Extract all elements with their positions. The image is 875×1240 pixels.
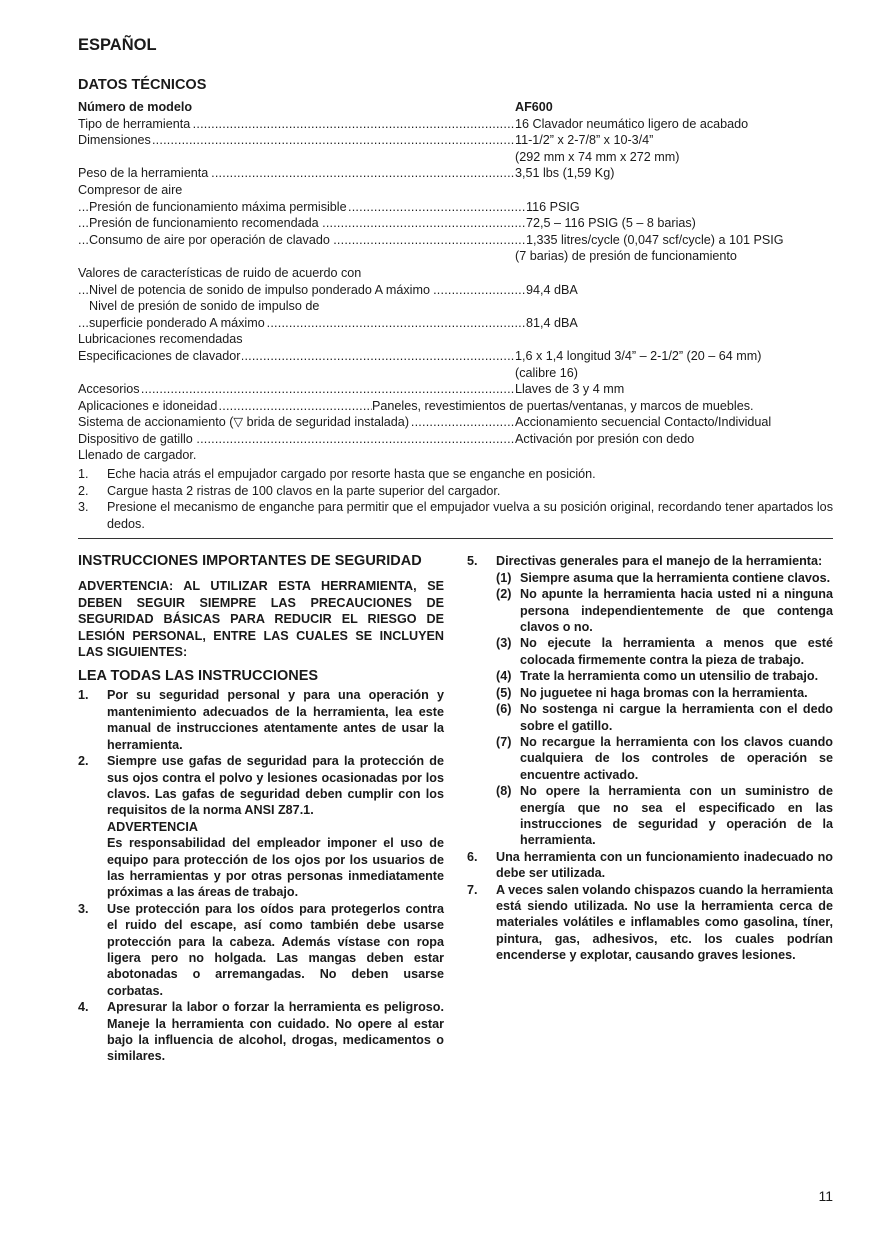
spec-label [78,150,80,164]
sub-item-text: Trate la herramienta como un utensilio de trabajo. [520,669,819,684]
spec-value: (7 barias) de presión de funcionamiento [515,249,737,264]
trigger-row [78,431,833,448]
model-row [78,99,833,116]
applications-row [78,398,833,415]
item-text: Directivas generales para el manejo de la herramienta: [496,554,823,569]
item-text: Siempre use gafas de seguridad para la protección de sus ojos contra el polvo y lesiones ocasionadas por los clavos. Las gafas de seguridad deben cumplir con los requisitos de la norma ANSI Z87.1. [107,754,444,818]
specs-heading: DATOS TÉCNICOS [78,77,207,93]
safety-warning: ADVERTENCIA: AL UTILIZAR ESTA HERRAMIENTA, SE DEBEN SEGUIR SIEMPRE LAS PRECAUCIONES DE SEGURIDAD BÁSICAS PARA REDUCIR EL RIESGO DE LESIÓN PERSONAL, ENTRE LAS CUALES SE INCLUYEN LAS SIGUIENTES: [78,579,444,660]
item-text: Apresurar la labor o forzar la herramienta es peligroso. Maneje la herramienta con cuidado. No opere al estar bajo la influencia de alcohol, drogas, medicamentos o similares. [107,1000,444,1064]
item-number: 5. [467,554,478,569]
sub-item-number: (2) [496,587,512,602]
spec-row [78,182,833,199]
trigger-label: Dispositivo de gatillo [78,431,193,446]
safety-heading: INSTRUCCIONES IMPORTANTES DE SEGURIDAD [78,553,422,570]
spec-label: Especificaciones de clavador [78,348,241,363]
step-text: Presione el mecanismo de enganche para permitir que el empujador vuelva a su posición original, recordando tener apartados los dedos. [107,500,833,531]
specs-table [78,99,833,464]
spec-label [78,366,80,380]
spec-row [78,199,833,216]
loading-label: Llenado de cargador. [78,448,197,463]
spec-row [78,232,833,249]
item-number: 7. [467,882,478,897]
sub-list-item [496,586,833,635]
sub-item-text: No apunte la herramienta hacia usted ni a ninguna persona independientemente de que contenga clavos o no. [520,587,833,635]
applications-label: Aplicaciones e idoneidad [78,398,218,413]
safety-items-right-more [467,849,833,964]
spec-row [78,215,833,232]
actuation-label: Sistema de accionamiento (▽ brida de seguridad instalada) [78,415,410,430]
step-number: 3. [78,500,89,515]
spec-row [78,381,833,398]
sub-list-item [496,783,833,849]
spec-value: 1,6 x 1,4 longitud 3/4” – 2-1/2” (20 – 64 mm) [515,348,762,363]
section-divider [78,538,833,539]
list-item [78,466,833,483]
step-text: Eche hacia atrás el empujador cargado por resorte hasta que se enganche en posición. [107,467,596,482]
spec-row [78,132,833,149]
spec-value: 94,4 dBA [526,282,578,297]
item-number: 6. [467,849,478,864]
spec-value: 116 PSIG [526,199,580,214]
safety-items-left [78,687,444,1064]
list-item [78,687,444,753]
spec-value: 11-1/2” x 2-7/8” x 10-3/4” [515,133,654,148]
spec-label: Presión de funcionamiento recomendada [89,216,319,231]
item-number: 2. [78,754,89,769]
sub-item-text: No juguetee ni haga bromas con la herramienta. [520,685,808,700]
sub-item-text: No sostenga ni cargue la herramienta con el dedo sobre el gatillo. [520,702,833,733]
sub-list-item [496,685,833,701]
spec-row [78,282,833,299]
spec-value: (calibre 16) [515,365,578,380]
spec-label: Compresor de aire [78,182,183,197]
safety-columns [78,553,833,1064]
spec-label: Accesorios [78,382,140,397]
spec-row [78,116,833,133]
sub-list-item [496,570,833,586]
spec-label: Valores de características de ruido de acuerdo con [78,265,362,280]
item-text: Por su seguridad personal y para una operación y mantenimiento adecuados de la herramienta, lea este manual de instrucciones atentamente antes de usar la herramienta. [107,688,444,752]
actuation-row [78,414,833,431]
list-item [467,882,833,964]
item-warning-text: Es responsabilidad del empleador imponer el uso de equipo para protección de los ojos por los usuarios de las herramientas y por otras personas inmediatamente próximas a las áreas de trabajo. [107,836,444,900]
list-item [78,499,833,532]
safety-items-right [467,553,833,848]
spec-label: Nivel de potencia de sonido de impulso ponderado A máximo [89,282,430,297]
item-number: 1. [78,688,89,703]
applications-value: Paneles, revestimientos de puertas/ventanas, y marcos de muebles. [372,398,754,413]
safety-left-column [78,553,444,1064]
item-text: Use protección para los oídos para protegerlos contra el ruido del escape, así como también debe usarse protección para la cabeza. Además vístase con ropa ligera pero no holgada. Las mangas deben estar abotonadas o arremangadas. No deben usarse corbatas. [107,901,444,998]
loading-steps [78,466,833,532]
spec-row [78,149,833,166]
sub-list-item [496,635,833,668]
sub-item-text: No ejecute la herramienta a menos que esté colocada firmemente contra la pieza de trabajo. [520,636,833,667]
spec-label: Nivel de presión de sonido de impulso de [89,299,320,314]
step-number: 2. [78,483,89,498]
spec-value: 1,335 litres/cycle (0,047 scf/cycle) a 101 PSIG [526,232,784,247]
sub-item-text: No recargue la herramienta con los clavos cuando cualquiera de los controles de operación se encuentre activado. [520,734,833,782]
sub-item-number: (7) [496,734,512,749]
list-item [78,753,444,901]
spec-label: Presión de funcionamiento máxima permisible [89,199,347,214]
item-warning-title: ADVERTENCIA [107,819,198,834]
spec-label: superficie ponderado A máximo [89,315,265,330]
spec-value: 72,5 – 116 PSIG (5 – 8 barias) [526,216,696,231]
model-label: Número de modelo [78,100,193,114]
spec-label: Lubricaciones recomendadas [78,332,243,347]
sub-list-item [496,701,833,734]
spec-value: Llaves de 3 y 4 mm [515,382,625,397]
item-number: 4. [78,1000,89,1015]
spec-row [78,298,833,315]
page-number: 11 [818,1188,833,1204]
spec-row [78,248,833,265]
spec-label [78,249,80,263]
item-text: Una herramienta con un funcionamiento inadecuado no debe ser utilizada. [496,849,833,881]
list-item [467,849,833,882]
sub-item-number: (5) [496,685,512,700]
spec-row [78,365,833,382]
sub-item-number: (8) [496,784,512,799]
spec-value: 3,51 lbs (1,59 Kg) [515,166,615,181]
sub-item-number: (1) [496,570,512,585]
model-value: AF600 [515,100,553,114]
spec-rows [78,116,833,398]
list-item [78,483,833,500]
read-instructions-heading: LEA TODAS LAS INSTRUCCIONES [78,668,319,685]
spec-value: (292 mm x 74 mm x 272 mm) [515,149,680,164]
spec-row [78,265,833,282]
spec-row [78,348,833,365]
safety-right-column [467,553,833,1064]
sub-item-text: Siempre asuma que la herramienta contiene clavos. [520,570,831,585]
spec-row [78,165,833,182]
item-number: 3. [78,901,89,916]
sub-item-number: (3) [496,636,512,651]
spec-label: Tipo de herramienta [78,116,191,131]
trigger-value: Activación por presión con dedo [515,431,695,446]
language-heading: ESPAÑOL [78,36,157,54]
list-item [467,553,833,848]
sub-item-number: (6) [496,702,512,717]
spec-label: Consumo de aire por operación de clavado [89,232,330,247]
spec-value: 81,4 dBA [526,315,578,330]
sub-item-number: (4) [496,669,512,684]
actuation-value: Accionamiento secuencial Contacto/Individual [515,415,772,430]
step-number: 1. [78,467,89,482]
manual-page [78,36,833,1065]
sub-list [496,570,833,849]
sub-list-item [496,734,833,783]
list-item [78,999,444,1065]
spec-row [78,331,833,348]
list-item [78,901,444,999]
sub-list-item [496,668,833,684]
spec-label: Peso de la herramienta [78,166,209,181]
step-text: Cargue hasta 2 ristras de 100 clavos en la parte superior del cargador. [107,483,501,498]
spec-label: Dimensiones [78,133,151,148]
spec-value: 16 Clavador neumático ligero de acabado [515,116,749,131]
spec-row [78,315,833,332]
sub-item-text: No opere la herramienta con un suministro de energía que no sea el especificado en las instrucciones de seguridad y operación de la herramienta. [520,784,833,848]
item-text: A veces salen volando chispazos cuando la herramienta está siendo utilizada. No use la herramienta cerca de materiales volátiles e inflamables como gasolina, tíner, pintura, gas, adhesivos, etc. los cuales podrían encenderse y explotar, causando graves lesiones. [496,882,833,963]
